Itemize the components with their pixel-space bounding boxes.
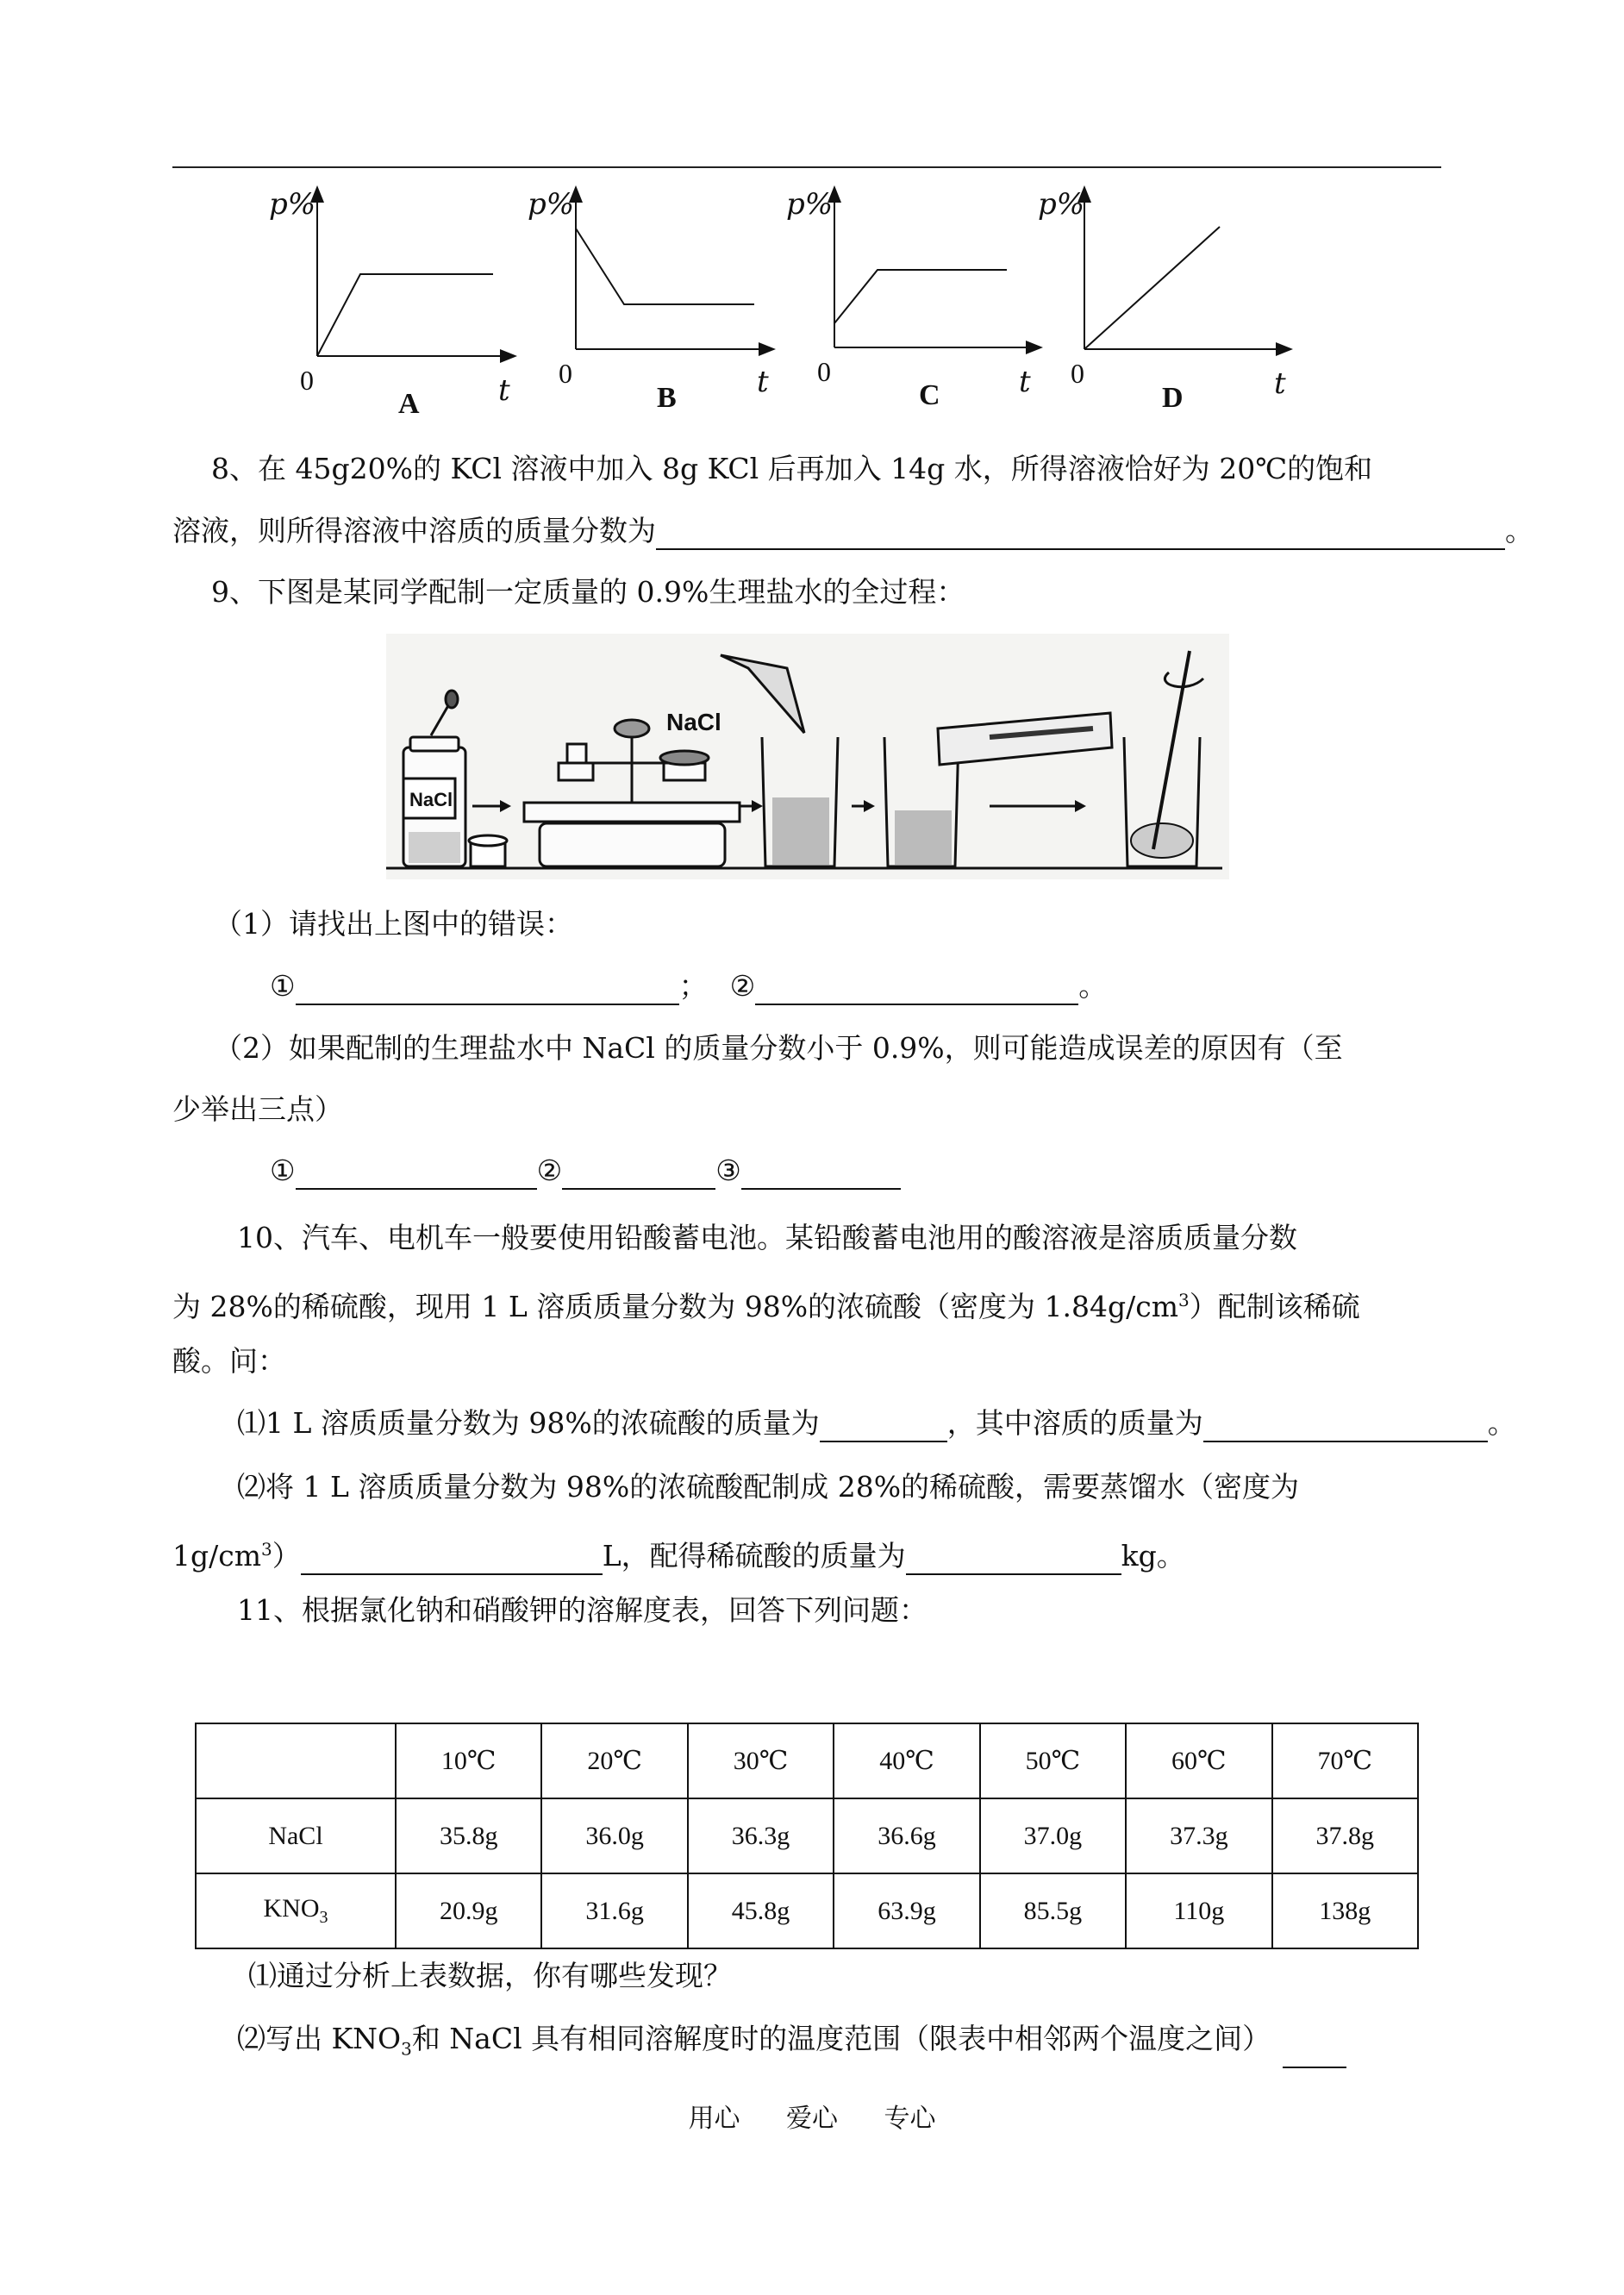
lab-procedure-illustration [386,634,1229,879]
graph-d-origin: 0 [1071,358,1084,389]
q9-p2-c2: ② [536,1154,563,1187]
q9-p2-c1: ① [270,1154,296,1187]
graph-a-ylabel: p% [269,187,316,222]
q10-s1-blank-1[interactable] [820,1410,947,1442]
graph-a [259,177,517,427]
table-header-cell: 10℃ [396,1723,541,1798]
table-header-row [196,1723,1418,1798]
q11-s2-blank[interactable] [1283,2035,1346,2068]
q10-s2-blank-2[interactable] [906,1542,1121,1575]
q11-s2-b: 和 NaCl 具有相同溶解度时的温度范围（限表中相邻两个温度之间） [411,2022,1271,2055]
graph-c-origin: 0 [817,356,831,387]
graph-a-origin: 0 [300,365,314,396]
balance-nacl-label: NaCl [666,709,721,735]
graph-b-xlabel: t [757,365,769,399]
q10-s2-line2 [172,1530,1185,1575]
table-cell: 63.9g [834,1873,979,1948]
table-header-cell: 60℃ [1126,1723,1271,1798]
graph-c-xlabel: t [1019,365,1031,399]
q9-p1-c1: ① [270,969,296,1003]
table-header-cell: 30℃ [688,1723,834,1798]
lab-procedure-figure [386,634,1229,879]
table-row [196,1873,1418,1948]
q10-line2 [172,1281,1360,1326]
glass-rod [1153,651,1190,849]
q9-p2-answers [270,1152,901,1190]
table-row [196,1798,1418,1873]
q8-line1: 8、在 45g20%的 KCl 溶液中加入 8g KCl 后再加入 14g 水，所得溶液恰好为 20℃的饱和 [211,452,1373,485]
graph-a-curve [317,274,493,356]
table-header-cell: 20℃ [541,1723,687,1798]
q8-answer-blank[interactable] [656,517,1505,550]
q9-p1-blank-1[interactable] [296,972,679,1005]
q9-p1: （1）请找出上图中的错误： [214,907,573,941]
graph-d-xlabel: t [1274,366,1286,401]
solubility-table [195,1723,1419,1949]
graph-b-ylabel: p% [528,187,575,222]
q9-p1-answers [270,967,1107,1005]
table-cell: 35.8g [396,1798,541,1873]
graph-a-letter: A [398,388,420,420]
q10-s1-end: 。 [1487,1406,1516,1440]
graph-c-ylabel: p% [786,187,834,222]
table-header-cell: 40℃ [834,1723,979,1798]
weighing-paper [721,655,804,733]
row-label-nacl: NaCl [196,1798,396,1873]
q10-line3: 酸。问： [172,1344,286,1378]
table-cell: 20.9g [396,1873,541,1948]
q8-line2-prefix: 溶液，则所得溶液中溶质的质量分数为 [172,514,656,547]
row-label-kno3-sub: 3 [319,1908,328,1927]
q11-s2-a: ⑵写出 KNO [237,2022,402,2055]
q10-s2-line1: ⑵将 1 L 溶质质量分数为 98%的浓硫酸配制成 28%的稀硫酸，需要蒸馏水（密度为 [237,1470,1300,1504]
q9-p1-sep: ； [678,969,708,1003]
q10-s2-sup: 3 [261,1539,272,1560]
graph-b [517,177,776,427]
q10-s2-blank-1[interactable] [301,1542,603,1575]
graph-d-ylabel: p% [1038,187,1085,222]
q10-s2-c: L，配得稀硫酸的质量为 [602,1539,906,1573]
graph-d-curve [1084,227,1220,349]
q9-p2-blank-3[interactable] [741,1157,901,1190]
q10-s2-d: kg。 [1121,1539,1185,1573]
table-cell: 37.3g [1126,1798,1271,1873]
q10-s1-a: ⑴1 L 溶质质量分数为 98%的浓硫酸的质量为 [237,1406,820,1440]
graduated-cylinder [938,713,1112,765]
q11-s2 [237,2020,1346,2068]
q9-p1-blank-2[interactable] [755,972,1078,1005]
q10-line2-sup: 3 [1178,1290,1190,1310]
graph-b-origin: 0 [559,358,572,389]
table-header-cell [196,1723,396,1798]
q10-s2-b: ） [272,1539,301,1573]
q9-p2-c3: ③ [715,1154,741,1187]
q10-line1: 10、汽车、电机车一般要使用铅酸蓄电池。某铅酸蓄电池用的酸溶液是溶质质量分数 [237,1221,1297,1254]
page-footer: 用心 爱心 专心 [688,2104,936,2134]
jar-label: NaCl [409,789,453,810]
graph-b-curve [576,228,754,304]
table-cell: 138g [1272,1873,1418,1948]
table-cell: 37.8g [1272,1798,1418,1873]
q10-line2-a: 为 28%的稀硫酸，现用 1 L 溶质质量分数为 98%的浓硫酸（密度为 1.84g/cm [172,1290,1179,1323]
graph-b-letter: B [657,382,677,414]
table-header-cell: 70℃ [1272,1723,1418,1798]
q11-s1: ⑴通过分析上表数据，你有哪些发现？ [248,1959,732,1992]
row-label-kno3 [196,1873,396,1948]
graph-d [1034,177,1293,427]
q9-p2-line1: （2）如果配制的生理盐水中 NaCl 的质量分数小于 0.9%，则可能造成误差的原因有（至 [214,1031,1343,1065]
graph-a-xlabel: t [498,373,510,408]
table-cell: 85.5g [980,1873,1126,1948]
table-cell: 36.3g [688,1798,834,1873]
graph-d-letter: D [1162,382,1184,414]
q8-line2-suffix: 。 [1505,514,1533,547]
q9-p1-c2: ② [729,969,756,1003]
table-cell: 36.6g [834,1798,979,1873]
table-cell: 110g [1126,1873,1271,1948]
table-cell: 31.6g [541,1873,687,1948]
q9-p2-blank-2[interactable] [562,1157,715,1190]
graph-c-curve [834,270,1007,323]
graph-c-letter: C [919,379,940,411]
balance-scale [524,720,740,866]
q11-intro: 11、根据氯化钠和硝酸钾的溶解度表，回答下列问题： [237,1593,928,1627]
q10-s1 [237,1404,1516,1442]
q10-line2-b: ）配制该稀硫 [1189,1290,1360,1323]
q10-s1-b: ，其中溶质的质量为 [946,1406,1203,1440]
q8-line2 [172,512,1533,550]
q9-intro: 9、下图是某同学配制一定质量的 0.9%生理盐水的全过程： [211,575,965,609]
graph-c [776,177,1034,427]
header-rule [172,166,1441,168]
q10-s2-a: 1g/cm [172,1539,262,1573]
table-cell: 36.0g [541,1798,687,1873]
table-cell: 45.8g [688,1873,834,1948]
table-header-cell: 50℃ [980,1723,1126,1798]
q9-p2-blank-1[interactable] [296,1157,537,1190]
table-cell: 37.0g [980,1798,1126,1873]
q10-s1-blank-2[interactable] [1203,1410,1488,1442]
q11-s2-sub: 3 [401,2038,412,2060]
q9-p1-end: 。 [1078,969,1108,1003]
q9-p2-line2: 少举出三点） [172,1092,343,1126]
row-label-kno3-main: KNO [263,1894,320,1923]
